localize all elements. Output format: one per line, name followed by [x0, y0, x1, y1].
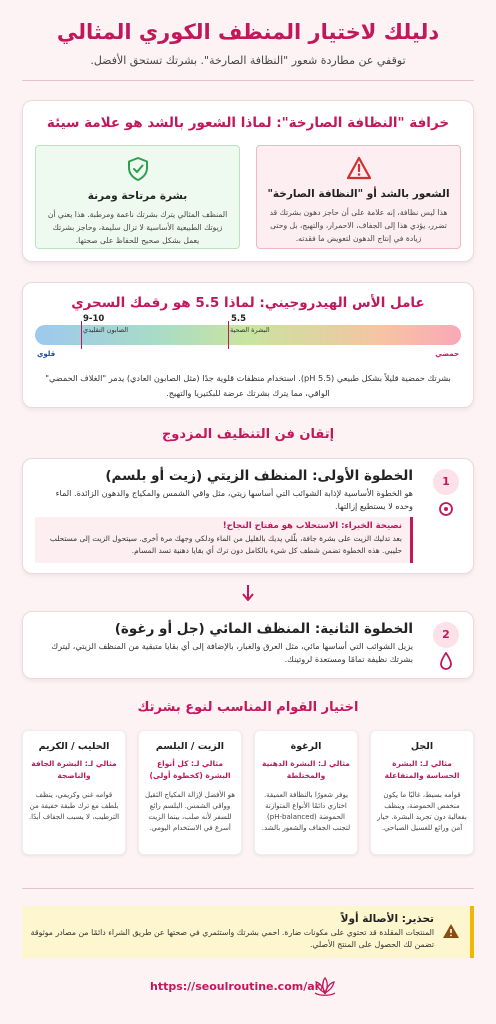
texture-ideal: مثالي لـ: البشرة الحساسة والمتفاعلة	[384, 759, 460, 780]
warning-text: المنتجات المقلدة قد تحتوي على مكونات ضارة. احمي بشرتك واستثمري في صحتها عن طريق الشراء دائمًا من مصادر موثوقة تضمن لك الحصول على المنتج الأصلي.	[30, 928, 434, 949]
step-two-title: الخطوة الثانية: المنظف المائي (جل أو رغوة)	[114, 621, 413, 637]
texture-ideal: مثالي لـ: البشرة الدهنية والمختلطة	[262, 759, 350, 780]
expert-tip-title: نصيحة الخبراء: الاستحلاب هو مفتاح النجاح!	[222, 521, 402, 531]
texture-card-oil-balm	[138, 730, 242, 855]
texture-card-milk-cream	[22, 730, 126, 855]
texture-card-gel	[370, 730, 474, 855]
double-cleanse-title: إتقان فن التنظيف المزدوج	[161, 427, 335, 442]
step-one-card	[22, 458, 474, 574]
arrow-down-icon	[241, 584, 255, 602]
ph-soap-caption: الصابون التقليدي	[83, 326, 129, 334]
ph-marker-skin	[228, 321, 229, 349]
page-subtitle: توقفي عن مطاردة شعور "النظافة الصارخة". بشرتك تستحق الأفضل.	[90, 54, 406, 67]
good-heading: بشرة مرتاحة ومرنة	[87, 190, 188, 202]
warning-title: تحذير: الأصالة أولاً	[340, 913, 434, 925]
ph-marker-soap	[81, 321, 82, 349]
step-one-text: هو الخطوة الأساسية لإذابة الشوائب التي أساسها زيتي، مثل واقي الشمس والمكياج والدهون الزائدة. الماء وحده لا يستطيع إزالتها.	[55, 488, 413, 511]
bad-feeling-box	[256, 145, 461, 249]
water-drop-icon	[439, 652, 453, 670]
step-one-number: 1	[433, 469, 459, 495]
shield-check-icon	[126, 156, 150, 182]
myth-card	[22, 100, 474, 262]
texture-ideal: مثالي لـ: كل أنواع البشرة (كخطوة أولى)	[149, 759, 231, 780]
step-one-title: الخطوة الأولى: المنظف الزيتي (زيت أو بلسم)	[105, 468, 413, 484]
divider	[22, 888, 474, 889]
step-two-number: 2	[433, 622, 459, 648]
ph-description: بشرتك حمضية قليلاً بشكل طبيعي (pH 5.5). استخدام منظفات قلوية جدًا (مثل الصابون العادي) يدمر "الغلاف الحمضي" الواقي، مما يترك بشرتك عرضة للبكتيريا والتهيج.	[45, 373, 451, 398]
good-feeling-box	[35, 145, 240, 249]
ph-skin-caption: البشرة الصحية	[230, 326, 270, 334]
texture-name: الجل	[410, 741, 434, 752]
bad-heading: الشعور بالشد أو "النظافة الصارخة"	[267, 188, 450, 200]
step-two-text: يزيل الشوائب التي أساسها مائي، مثل العرق والغبار، بالإضافة إلى أي بقايا متبقية من المنظف الزيتي، ليترك بشرتك نظيفة تمامًا ومستعدة لروتينك.	[51, 641, 413, 664]
texture-desc: هو الأفضل لإزالة المكياج الثقيل وواقي الشمس. البلسم رائع للسفر لأنه صلب، بينما الزيت أسرع في الاستخدام اليومي.	[145, 791, 235, 832]
ph-card	[22, 282, 474, 408]
authenticity-warning	[22, 906, 474, 958]
texture-desc: يوفر شعورًا بالنظافة العميقة. اختاري دائمًا الأنواع المتوازنة الحموضة (pH-balanced) لتجنب الجفاف والشعور بالشد.	[261, 791, 351, 832]
texture-ideal: مثالي لـ: البشرة الجافة والناضجة	[31, 759, 117, 780]
texture-name: الزيت / البلسم	[155, 741, 225, 752]
texture-name: الرغوة	[290, 741, 322, 752]
bad-text: هذا ليس نظافة، إنه علامة على أن حاجز دهون بشرتك قد تضرر، يؤدي هذا إلى الجفاف، الاحمرار، والتهيج، بل وحتى زيادة في إنتاج الدهون لتعويض ما فقدته.	[269, 208, 448, 243]
page-header	[0, 0, 496, 67]
texture-desc: قوامه غني وكريمي، ينظف بلطف مع ترك طبقة خفيفة من الترطيب، لا يسبب الجفاف أبدًا.	[28, 791, 120, 821]
ph-alkaline-label: قلوي	[37, 350, 56, 358]
texture-name: الحليب / الكريم	[38, 741, 110, 752]
myth-title: خرافة "النظافة الصارخة": لماذا الشعور بالشد هو علامة سيئة	[46, 115, 450, 131]
divider	[22, 80, 474, 81]
expert-tip-text: بعد تدليك الزيت على بشرة جافة، بلّلي يديك بالقليل من الماء ودلكي وجهك مرة أخرى. سيتحول الزيت إلى مستحلب حليبي. هذه الخطوة تضمن شطف كل شيء بالكامل دون ترك أي بقايا دهنية تسد المسام.	[49, 534, 402, 555]
warning-icon	[442, 923, 460, 939]
expert-tip	[35, 517, 413, 563]
page-title: دليلك لاختيار المنظف الكوري المثالي	[56, 20, 440, 44]
ph-soap-value: 9-10	[83, 314, 105, 324]
warning-triangle-icon	[346, 156, 372, 180]
good-text: المنظف المثالي يترك بشرتك ناعمة ومرطبة. هذا يعني أن زيوتك الطبيعية الأساسية لا تزال سليمة، وحاجز بشرتك يعمل بشكل صحيح للحفاظ على صحتها.	[47, 210, 228, 245]
texture-desc: قوامه بسيط، غالبًا ما يكون منخفض الحموضة، وينظف بفعالية دون تجريد البشرة. خيار آمن ورائع للغسيل الصباحي.	[377, 791, 467, 832]
footer-website-link[interactable]: https://seoulroutine.com/ar/	[150, 980, 325, 993]
texture-card-foam	[254, 730, 358, 855]
ph-skin-value: 5.5	[231, 314, 247, 324]
ph-acidic-label: حمضي	[435, 350, 459, 358]
step-two-card	[22, 611, 474, 679]
textures-title: اختيار القوام المناسب لنوع بشرتك	[137, 700, 359, 715]
ph-title: عامل الأس الهيدروجيني: لماذا 5.5 هو رقمك السحري	[71, 295, 425, 311]
oil-drop-icon	[438, 501, 454, 517]
